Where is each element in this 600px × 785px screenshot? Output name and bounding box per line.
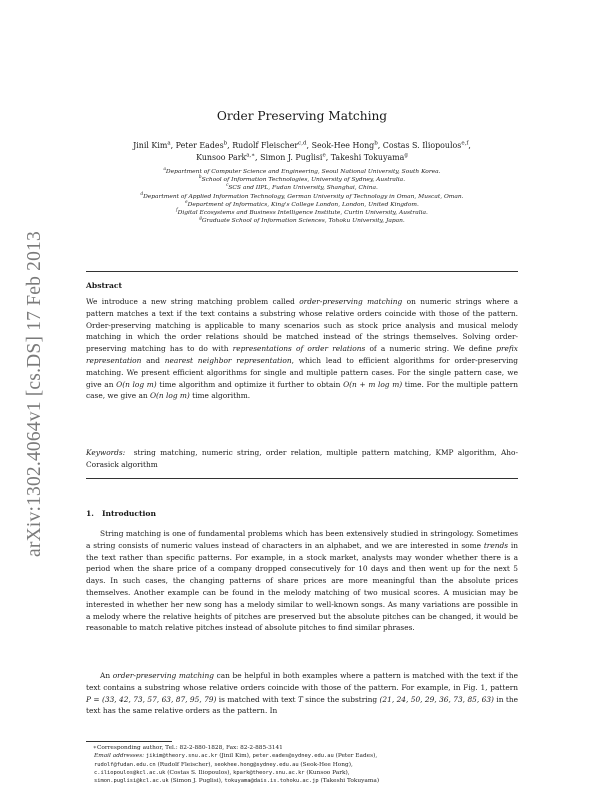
email-link[interactable]: rudolf@fudan.edu.cn — [94, 761, 156, 768]
paper-title: Order Preserving Matching — [216, 109, 388, 123]
email-link[interactable]: tokuyama@dais.is.tohoku.ac.jp — [224, 778, 319, 785]
email-link[interactable]: peter.eades@sydney.edu.au — [252, 753, 334, 760]
author: Simon J. Puglisi$^e$ — [260, 152, 326, 162]
email-link[interactable]: jikim@theory.snu.ac.kr — [145, 753, 218, 760]
author: Kunsoo Park$^{a,∗}$ — [196, 152, 256, 162]
arxiv-identifier: arXiv:1302.4064v1 [cs.DS] 17 Feb 2013 — [24, 231, 45, 557]
affiliation: $^a$Department of Computer Science and Engineering, Seoul National University, South Korea. — [163, 166, 441, 175]
author: Jinil Kim$^a$ — [133, 140, 171, 150]
author: Rudolf Fleischer$^{c,d}$ — [232, 140, 307, 150]
intro-paragraph-1: String matching is one of fundamental problems which has been extensively studied in stringology. Sometimes a string consists of numeric values instead of characters in an alphabet, and we are interested in some trends in the text rather than specific patterns. For example, in a stock market, analysts may wonder whether there is a period when the share price of a company dropped consecutively for 10 days and then went up for the next 5 days. In such cases, the changing patterns of share prices are more meaningful than the absolute prices themselves. Another example can be found in the melody matching of two musical scores. A musician may be interested in whether her new song has a melody similar to well-known songs. As many variations are possible in a melody where the relative heights of pitches are preserved but the absolute pitches can be changed, it would be reasonable to match relative pitches instead of absolute pitches to find similar phrases. — [86, 529, 518, 633]
keywords: Keywords: string matching, numeric string, order relation, multiple pattern matching, KMP algorithm, Aho-Corasick algorithm — [86, 448, 518, 469]
author: Costas S. Iliopoulos$^{e,f}$ — [382, 140, 469, 150]
corresponding-author-note: ∗Corresponding author, Tel.: 82-2-880-1828, Fax: 82-2-885-3141 — [93, 745, 283, 751]
affiliation: $^f$Digital Ecosystems and Business Intelligence Institute, Curtin University, Australia. — [176, 207, 428, 217]
email-addresses: Email addresses: jikim@theory.snu.ac.kr (Jinil Kim), peter.eades@sydney.edu.au (Peter Eades), rudolf@fudan.edu.cn (Rudolf Fleischer), seokhee.hong@sydney.edu.au (Seok-Hee Hong), c.iliopoulos@kcl.ac.uk (Costas S. Iliopoulos), kpark@theory.snu.ac.kr (Kunsoo Park), simon.puglisi@kcl.ac.uk (Simon J. Puglisi), tokuyama@dais.is.tohoku.ac.jp (Takeshi Tokuyama) — [94, 753, 380, 785]
email-link[interactable]: simon.puglisi@kcl.ac.uk — [94, 778, 169, 785]
abstract-bottom-rule — [86, 478, 518, 479]
email-link[interactable]: seokhee.hong@sydney.edu.au — [214, 761, 299, 768]
email-link[interactable]: c.iliopoulos@kcl.ac.uk — [94, 769, 166, 776]
section-heading-introduction: 1. Introduction — [86, 509, 157, 518]
footnotes — [86, 744, 518, 785]
abstract-text: We introduce a new string matching problem called order-preserving matching on numeric strings where a pattern matches a text if the text contains a substring whose relative orders coincide with those of the pattern. Order-preserving matching is applicable to many scenarios such as stock price analysis and musical melody matching in which the order relations should be matched instead of the strings themselves. Solving order-preserving matching has to do with representations of order relations of a numeric string. We define prefix representation and nearest neighbor representation, which lead to efficient algorithms for order-preserving matching. We present efficient algorithms for single and multiple pattern cases. For the single pattern case, we give an O(n log m) time algorithm and optimize it further to obtain O(n + m log m) time. For the multiple pattern case, we give an O(n log m) time algorithm. — [86, 297, 518, 401]
author: Seok-Hee Hong$^b$ — [311, 140, 378, 150]
intro-paragraph-2: An order-preserving matching can be helpful in both examples where a pattern is matched with the text if the text contains a substring whose relative orders coincide with those of the pattern. For example, in Fig. 1, pattern P = (33, 42, 73, 57, 63, 87, 95, 79) is matched with text T since the substring (21, 24, 50, 29, 36, 73, 85, 63) in the text has the same relative orders as the pattern. In — [86, 671, 518, 716]
affiliation: $^b$School of Information Technologies, University of Sydney, Australia. — [198, 174, 406, 184]
affiliation: $^d$Department of Applied Information Technology, German University of Technology in Oman, Muscat, Oman. — [140, 190, 464, 200]
abstract-heading: Abstract — [86, 281, 123, 290]
footnote-rule — [86, 741, 172, 742]
arxiv-sidebar-stamp — [20, 204, 50, 584]
email-link[interactable]: kpark@theory.snu.ac.kr — [233, 769, 305, 776]
affiliation: $^c$SCS and IIPL, Fudan University, Shanghai, China. — [226, 182, 378, 192]
author-list: Jinil Kim$^a$, Peter Eades$^b$, Rudolf Fleischer$^{c,d}$, Seok-Hee Hong$^b$, Costas S. Iliopoulos$^{e,f}$, Kunsoo Park$^{a,∗}$, Simon J. Puglisi$^e$, Takeshi Tokuyama$^g$ — [133, 140, 471, 162]
affiliation: $^g$Graduate School of Information Sciences, Tohoku University, Japan. — [199, 215, 405, 225]
author: Takeshi Tokuyama$^g$ — [330, 152, 408, 162]
author: Peter Eades$^b$ — [175, 140, 228, 150]
affiliation: $^e$Department of Informatics, King's College London, London, United Kingdom. — [185, 198, 419, 208]
abstract-top-rule — [86, 271, 518, 272]
affiliation-list — [86, 168, 518, 225]
keywords-label: Keywords: — [86, 448, 126, 457]
